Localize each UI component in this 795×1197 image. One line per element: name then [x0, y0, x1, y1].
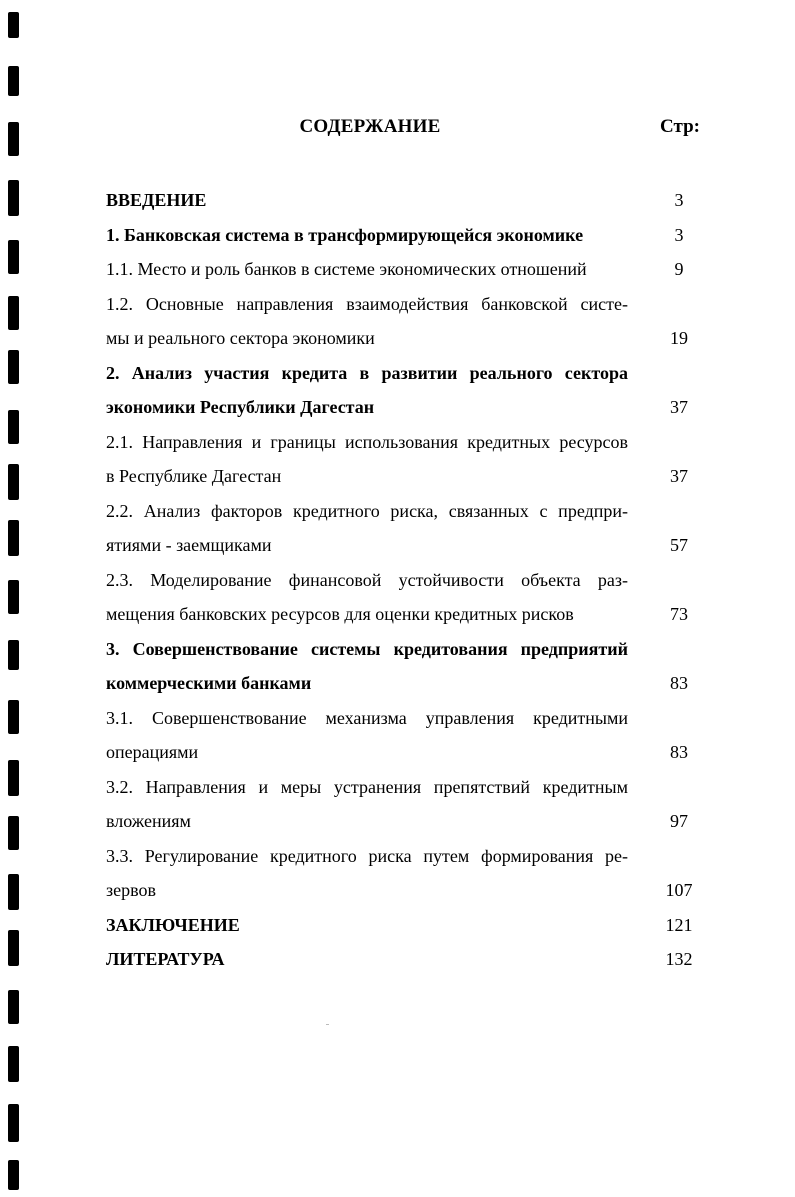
toc-page-number: 73	[670, 604, 688, 624]
binding-hole	[8, 640, 19, 670]
toc-entry-title: вложениям	[106, 811, 191, 831]
toc-line	[106, 459, 706, 494]
toc-entry-title: 1.1. Место и роль банков в системе экономических отношений	[106, 259, 587, 279]
toc-line	[106, 494, 706, 529]
toc-line	[106, 218, 706, 253]
scan-speck	[326, 1024, 329, 1025]
toc-page-number: 37	[670, 466, 688, 486]
toc-entry	[106, 908, 706, 943]
toc-entry-title: операциями	[106, 742, 199, 762]
toc-entry-title: коммерческими банками	[106, 673, 312, 693]
toc-entry-title: в Республике Дагестан	[106, 466, 282, 486]
toc-entry-title: ЗАКЛЮЧЕНИЕ	[106, 914, 240, 935]
toc-entry	[106, 218, 706, 253]
toc-entry	[106, 632, 706, 701]
toc-entry	[106, 425, 706, 494]
toc-entry-title: 3.3. Регулирование кредитного риска путем формирования ре-	[106, 845, 628, 866]
toc-entry	[106, 356, 706, 425]
toc-entry	[106, 770, 706, 839]
toc-page-number: 3	[674, 190, 684, 210]
toc-entry-title: ЛИТЕРАТУРА	[106, 949, 225, 969]
toc-entry-title: 3.2. Направления и меры устранения препятствий кредитным	[106, 776, 628, 797]
toc-entry	[106, 563, 706, 632]
toc-page-number: 83	[670, 742, 688, 762]
toc-page-number: 83	[670, 673, 688, 693]
binding-hole	[8, 816, 19, 850]
toc-entry-title: 1. Банковская система в трансформирующейся экономике	[106, 224, 584, 245]
toc-entry	[106, 839, 706, 908]
page-title: СОДЕРЖАНИЕ	[299, 116, 441, 137]
binding-hole	[8, 1104, 19, 1142]
binding-hole	[8, 350, 19, 384]
toc-entry-title: 2.3. Моделирование финансовой устойчивости объекта раз-	[106, 569, 628, 590]
binding-hole	[8, 122, 19, 156]
toc-line	[106, 597, 706, 632]
toc-page-number: 132	[665, 949, 693, 969]
binding-hole	[8, 66, 19, 96]
toc-line	[106, 563, 706, 598]
toc-line	[106, 735, 706, 770]
toc-line	[106, 287, 706, 322]
toc-entry-title: ВВЕДЕНИЕ	[106, 190, 207, 210]
toc-line	[106, 873, 706, 908]
toc-line	[106, 632, 706, 667]
toc-entry	[106, 183, 706, 218]
toc-entry	[106, 701, 706, 770]
binding-hole	[8, 874, 19, 910]
toc-entry-title: 2.2. Анализ факторов кредитного риска, связанных с предпри-	[106, 500, 628, 521]
toc-entry	[106, 942, 706, 977]
toc-entry	[106, 252, 706, 287]
binding-hole	[8, 700, 19, 734]
binding-hole	[8, 580, 19, 614]
toc-entry	[106, 494, 706, 563]
toc-page-number: 121	[665, 914, 693, 935]
toc-entry-title: 1.2. Основные направления взаимодействия банковской систе-	[106, 293, 628, 314]
toc-entry-title: 2.1. Направления и границы использования кредитных ресурсов	[106, 431, 628, 452]
toc-entry-title: ятиями - заемщиками	[106, 535, 272, 555]
toc-entry	[106, 287, 706, 356]
table-of-contents	[106, 183, 706, 977]
toc-page-number: 97	[670, 811, 688, 831]
toc-entry-title: экономики Республики Дагестан	[106, 397, 375, 417]
binding-hole	[8, 240, 19, 274]
toc-line	[106, 770, 706, 805]
toc-entry-title: 3.1. Совершенствование механизма управления кредитными	[106, 707, 628, 728]
binding-hole	[8, 296, 19, 330]
binding-hole	[8, 1160, 19, 1190]
toc-line	[106, 804, 706, 839]
toc-page-number: 57	[670, 535, 688, 555]
toc-entry-title: 2. Анализ участия кредита в развитии реального сектора	[106, 362, 628, 383]
binding-hole	[8, 12, 19, 38]
toc-line	[106, 356, 706, 391]
toc-entry-title: мы и реального сектора экономики	[106, 328, 375, 348]
binding-hole	[8, 410, 19, 444]
binding-hole	[8, 760, 19, 796]
toc-page-number: 37	[670, 397, 688, 417]
toc-line	[106, 666, 706, 701]
toc-entry-title: 3. Совершенствование системы кредитования предприятий	[106, 638, 628, 659]
toc-entry-title: мещения банковских ресурсов для оценки кредитных рисков	[106, 604, 574, 624]
toc-line	[106, 183, 706, 218]
toc-line	[106, 252, 706, 287]
page-column-label: Стр:	[660, 116, 700, 137]
toc-line	[106, 528, 706, 563]
binding-holes	[8, 0, 22, 1197]
toc-page-number: 3	[674, 224, 684, 245]
toc-page-number: 107	[665, 880, 693, 900]
binding-hole	[8, 990, 19, 1024]
toc-line	[106, 839, 706, 874]
toc-line	[106, 908, 706, 943]
toc-line	[106, 942, 706, 977]
toc-line	[106, 701, 706, 736]
toc-page-number: 9	[674, 259, 684, 279]
toc-entry-title: зервов	[106, 880, 156, 900]
toc-line	[106, 390, 706, 425]
binding-hole	[8, 464, 19, 500]
binding-hole	[8, 180, 19, 216]
toc-page-number: 19	[670, 328, 688, 348]
toc-line	[106, 321, 706, 356]
binding-hole	[8, 1046, 19, 1082]
binding-hole	[8, 930, 19, 966]
binding-hole	[8, 520, 19, 556]
toc-line	[106, 425, 706, 460]
